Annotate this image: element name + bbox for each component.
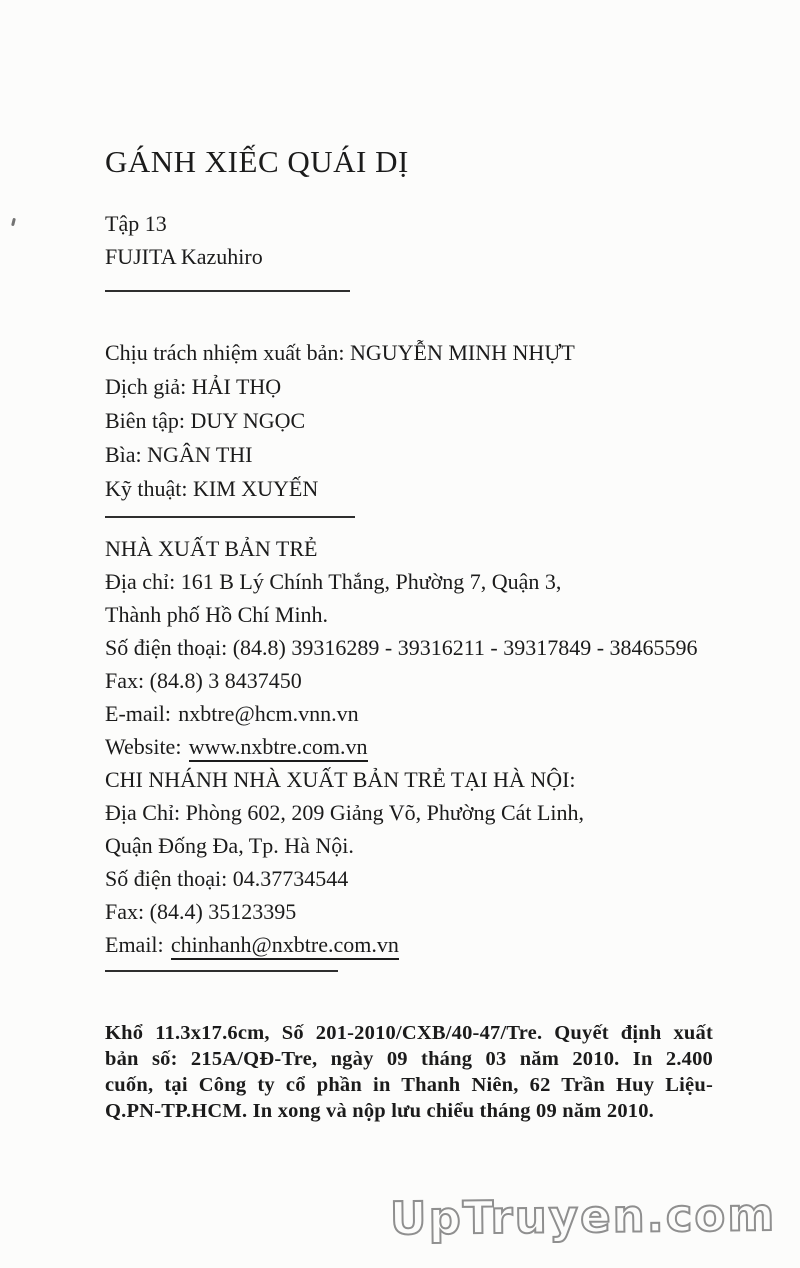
branch-email-line xyxy=(105,928,698,961)
volume-label: Tập 13 xyxy=(105,211,167,236)
page-title: GÁNH XIẾC QUÁI DỊ xyxy=(105,144,409,179)
publisher-email-label: E-mail: xyxy=(105,701,171,726)
publisher-email-value: nxbtre@hcm.vnn.vn xyxy=(178,701,359,726)
publisher-email-line xyxy=(105,697,698,730)
publisher-address-line2: Thành phố Hồ Chí Minh. xyxy=(105,602,329,627)
branch-address-line2: Quận Đống Đa, Tp. Hà Nội. xyxy=(105,833,354,858)
credit-line-technical: Kỹ thuật: KIM XUYẾN xyxy=(105,476,319,501)
credit-line-cover: Bìa: NGÂN THI xyxy=(105,442,253,467)
publisher-phone: Số điện thoại: (84.8) 39316289 - 39316211 - 39317849 - 38465596 xyxy=(105,635,698,660)
imprint-line: cuốn, tại Công ty cổ phần in Thanh Niên, 62 Trần Huy Liệu- xyxy=(105,1074,713,1096)
imprint-line: bản số: 215A/QĐ-Tre, ngày 09 tháng 03 năm 2010. In 2.400 xyxy=(105,1048,713,1070)
divider xyxy=(105,970,338,972)
scan-speck xyxy=(11,218,16,226)
credit-line-publishing-director: Chịu trách nhiệm xuất bản: NGUYỄN MINH NHỰT xyxy=(105,340,575,365)
divider xyxy=(105,290,350,292)
branch-heading: CHI NHÁNH NHÀ XUẤT BẢN TRẺ TẠI HÀ NỘI: xyxy=(105,767,576,792)
divider xyxy=(105,516,355,518)
imprint-paragraph xyxy=(105,1020,713,1124)
publisher-website-value: www.nxbtre.com.vn xyxy=(189,734,368,762)
uptruyen-watermark: UpTruyen.com xyxy=(389,1187,777,1246)
branch-fax: Fax: (84.4) 35123395 xyxy=(105,899,297,924)
credits-section xyxy=(105,336,575,506)
branch-address-line1: Địa Chỉ: Phòng 602, 209 Giảng Võ, Phường Cát Linh, xyxy=(105,800,585,825)
publisher-section xyxy=(105,532,698,961)
branch-email-value: chinhanh@nxbtre.com.vn xyxy=(171,932,399,960)
imprint-line: Khổ 11.3x17.6cm, Số 201-2010/CXB/40-47/Tre. Quyết định xuất xyxy=(105,1022,713,1044)
publisher-address-line1: Địa chỉ: 161 B Lý Chính Thắng, Phường 7, Quận 3, xyxy=(105,569,562,594)
publisher-website-line xyxy=(105,730,698,763)
publisher-fax: Fax: (84.8) 3 8437450 xyxy=(105,668,302,693)
credit-line-editor: Biên tập: DUY NGỌC xyxy=(105,408,306,433)
publisher-name: NHÀ XUẤT BẢN TRẺ xyxy=(105,536,318,561)
branch-phone: Số điện thoại: 04.37734544 xyxy=(105,866,349,891)
volume-author-block xyxy=(105,207,263,273)
credit-line-translator: Dịch giả: HẢI THỌ xyxy=(105,374,282,399)
imprint-line: Q.PN-TP.HCM. In xong và nộp lưu chiểu tháng 09 năm 2010. xyxy=(105,1100,654,1122)
author-name: FUJITA Kazuhiro xyxy=(105,244,263,269)
publisher-website-label: Website: xyxy=(105,734,182,759)
branch-email-label: Email: xyxy=(105,932,164,957)
